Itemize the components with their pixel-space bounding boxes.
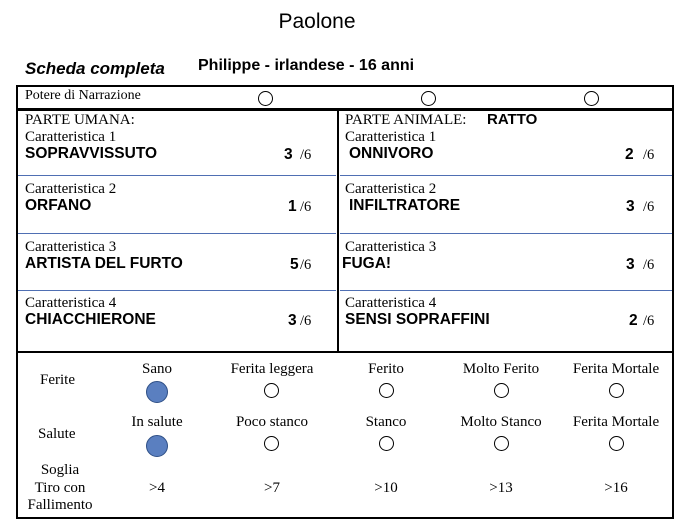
animal-trait-4-score: 2	[629, 312, 638, 329]
human-trait-4-score: 3	[288, 312, 297, 329]
animal-divider-1	[340, 175, 672, 176]
human-part-header: PARTE UMANA:	[25, 112, 135, 128]
animal-trait-2-max: /6	[643, 199, 655, 215]
health-radio-1[interactable]	[146, 435, 168, 457]
narration-slot-1[interactable]	[258, 91, 273, 106]
health-radio-4[interactable]	[494, 436, 509, 451]
human-trait-2-score: 1	[288, 198, 297, 215]
health-option-4: Molto Stanco	[460, 414, 542, 430]
wounds-radio-3[interactable]	[379, 383, 394, 398]
health-radio-5[interactable]	[609, 436, 624, 451]
human-trait-3-name: ARTISTA DEL FURTO	[25, 255, 183, 272]
animal-divider-3	[340, 290, 672, 291]
animal-trait-1-label: Caratteristica 1	[345, 129, 437, 145]
health-option-1: In salute	[131, 414, 183, 430]
human-trait-1-score: 3	[284, 146, 293, 163]
wounds-option-3: Ferito	[368, 361, 404, 377]
animal-trait-3-name: FUGA!	[342, 255, 392, 272]
threshold-value-5: >16	[604, 480, 628, 496]
human-divider-3	[18, 290, 336, 291]
character-info: Philippe - irlandese - 16 anni	[198, 57, 415, 74]
animal-trait-4-label: Caratteristica 4	[345, 295, 437, 311]
health-radio-2[interactable]	[264, 436, 279, 451]
animal-name: RATTO	[487, 111, 538, 128]
animal-trait-3-max: /6	[643, 257, 655, 273]
narration-slot-3[interactable]	[584, 91, 599, 106]
wounds-option-5: Ferita Mortale	[572, 361, 660, 377]
human-trait-2-label: Caratteristica 2	[25, 181, 117, 197]
wounds-radio-1[interactable]	[146, 381, 168, 403]
wounds-radio-2[interactable]	[264, 383, 279, 398]
threshold-value-2: >7	[264, 480, 280, 496]
human-trait-4-label: Caratteristica 4	[25, 295, 117, 311]
human-trait-2-name: ORFANO	[25, 197, 92, 214]
animal-trait-2-label: Caratteristica 2	[345, 181, 437, 197]
animal-trait-2-name: INFILTRATORE	[349, 197, 461, 214]
health-option-5: Ferita Mortale	[572, 414, 660, 430]
animal-trait-1-max: /6	[643, 147, 655, 163]
animal-trait-1-name: ONNIVORO	[349, 145, 434, 162]
narration-label: Potere di Narrazione	[25, 88, 141, 103]
wounds-option-4: Molto Ferito	[462, 361, 540, 377]
animal-trait-4-max: /6	[643, 313, 655, 329]
human-trait-1-max: /6	[300, 147, 312, 163]
animal-trait-1-score: 2	[625, 146, 634, 163]
wounds-option-1: Sano	[142, 361, 172, 377]
health-option-3: Stanco	[365, 414, 407, 430]
animal-divider-2	[340, 233, 672, 234]
threshold-label-line-3: Fallimento	[27, 497, 93, 513]
human-trait-3-score: 5	[290, 256, 299, 273]
threshold-label-line-2: Tiro con	[34, 480, 86, 496]
threshold-value-1: >4	[149, 480, 165, 496]
threshold-value-4: >13	[489, 480, 513, 496]
threshold-value-3: >10	[374, 480, 398, 496]
human-trait-4-max: /6	[300, 313, 312, 329]
human-trait-4-name: CHIACCHIERONE	[25, 311, 156, 328]
human-trait-3-max: /6	[300, 257, 312, 273]
human-trait-1-label: Caratteristica 1	[25, 129, 117, 145]
wounds-radio-4[interactable]	[494, 383, 509, 398]
animal-trait-4-name: SENSI SOPRAFFINI	[345, 311, 490, 328]
page-title: Paolone	[278, 10, 356, 33]
health-radio-3[interactable]	[379, 436, 394, 451]
human-trait-1-name: SOPRAVVISSUTO	[25, 145, 158, 162]
human-trait-2-max: /6	[300, 199, 312, 215]
animal-trait-3-score: 3	[626, 256, 635, 273]
animal-trait-2-score: 3	[626, 198, 635, 215]
health-option-2: Poco stanco	[235, 414, 309, 430]
animal-part-header: PARTE ANIMALE:	[345, 112, 467, 128]
threshold-label-line-1: Soglia	[40, 462, 80, 478]
wounds-option-2: Ferita leggera	[230, 361, 314, 377]
wounds-label: Ferite	[40, 372, 75, 388]
sheet-heading: Scheda completa	[25, 59, 165, 78]
human-divider-1	[18, 175, 336, 176]
human-divider-2	[18, 233, 336, 234]
wounds-radio-5[interactable]	[609, 383, 624, 398]
health-label: Salute	[38, 426, 76, 442]
human-trait-3-label: Caratteristica 3	[25, 239, 117, 255]
animal-trait-3-label: Caratteristica 3	[345, 239, 437, 255]
narration-slot-2[interactable]	[421, 91, 436, 106]
